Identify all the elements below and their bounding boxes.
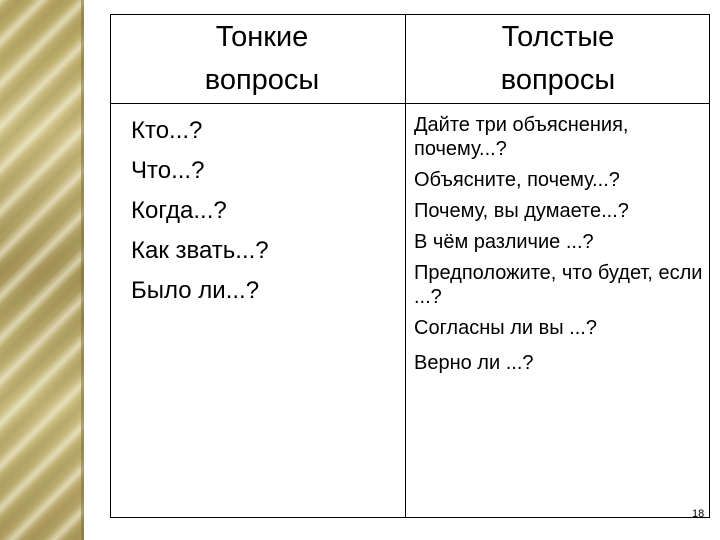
thick-question-item: Согласны ли вы ...? [414,317,597,339]
thick-question-item: Объясните, почему...? [414,169,620,191]
thin-question-item: Как звать...? [131,237,269,264]
questions-table [110,14,710,518]
thick-questions-list [414,113,704,382]
thin-question-item: Было ли...? [131,277,260,304]
thin-questions-header-text: Тонкие вопросы [204,20,320,96]
thick-questions-header [405,15,711,103]
thin-question-item: Когда...? [131,197,227,224]
thick-question-item: Верно ли ...? [414,352,534,374]
thin-question-item: Что...? [131,157,205,184]
decorative-marble-border [0,0,84,540]
thin-question-item: Кто...? [131,117,203,144]
thin-questions-header [111,15,405,103]
thick-question-item: В чём различие ...? [414,231,594,253]
thick-questions-header-text: Толстые вопросы [500,20,616,96]
thick-question-item: Предположите, что будет, если ...? [414,262,703,308]
thick-question-item: Почему, вы думаете...? [414,200,629,222]
page-number: 18 [692,508,705,520]
thin-questions-list [131,111,391,311]
thick-question-item: Дайте три объяснения, почему...? [414,114,629,160]
header-divider [111,103,709,104]
